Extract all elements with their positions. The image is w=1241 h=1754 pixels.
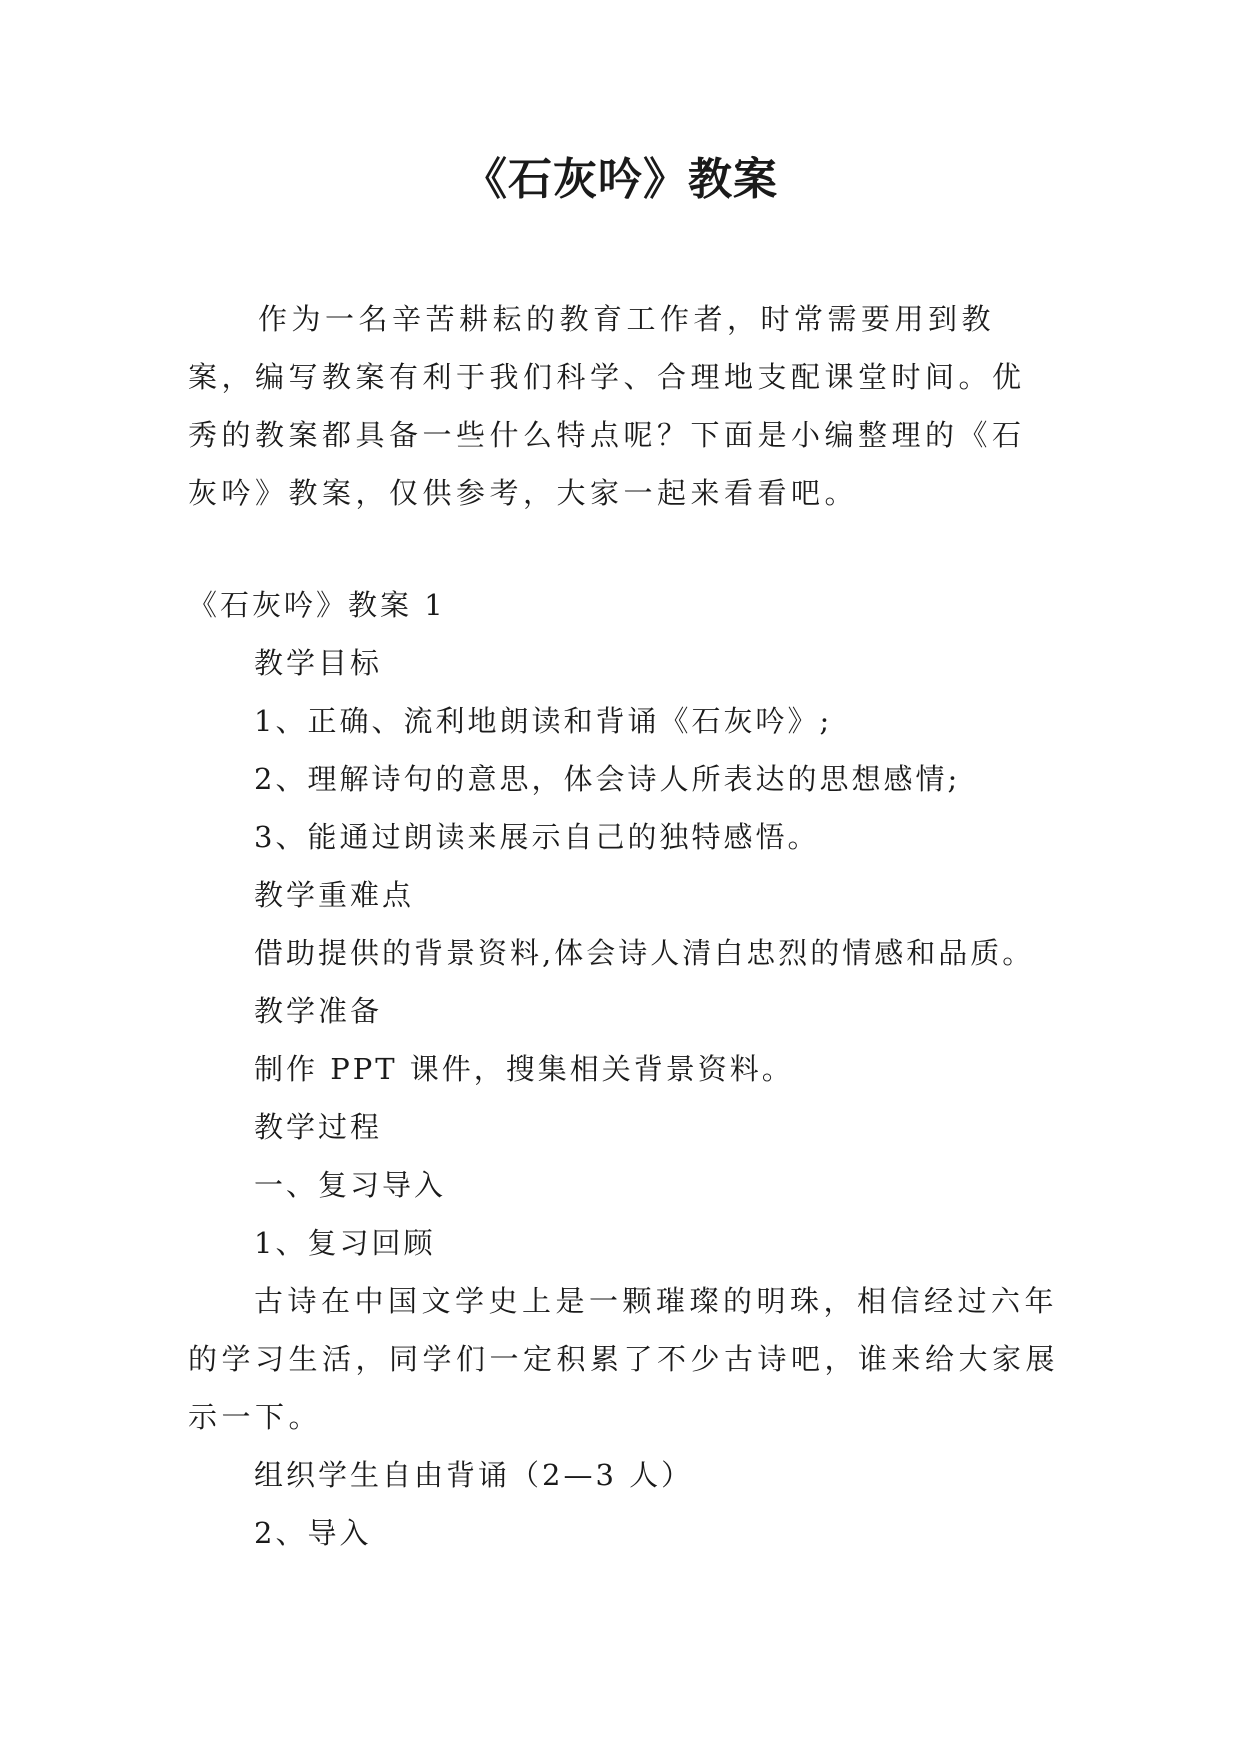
recitation-note: 组织学生自由背诵（2—3 人） <box>254 1458 694 1492</box>
substep-review: 1、复习回顾 <box>254 1226 436 1260</box>
heading-process: 教学过程 <box>254 1110 383 1144</box>
heading-teaching-goals: 教学目标 <box>254 646 383 680</box>
substep-introduction: 2、导入 <box>254 1516 372 1550</box>
key-points-text: 借助提供的背景资料,体会诗人清白忠烈的情感和品质。 <box>254 936 1035 970</box>
section-heading: 《石灰吟》教案 1 <box>188 588 446 622</box>
document-title: 《石灰吟》教案 <box>463 154 778 205</box>
goal-item-1: 1、正确、流利地朗读和背诵《石灰吟》; <box>254 704 833 738</box>
heading-key-points: 教学重难点 <box>254 878 415 912</box>
heading-preparation: 教学准备 <box>254 994 383 1028</box>
preparation-text: 制作 PPT 课件，搜集相关背景资料。 <box>254 1052 794 1086</box>
goal-item-3: 3、能通过朗读来展示自己的独特感悟。 <box>254 820 820 854</box>
goal-item-2: 2、理解诗句的意思，体会诗人所表达的思想感情; <box>254 762 961 796</box>
intro-section <box>188 290 1058 522</box>
lesson-plan-body <box>188 576 1068 1562</box>
intro-paragraph: 作为一名辛苦耕耘的教育工作者，时常需要用到教案，编写教案有利于我们科学、合理地支配课堂时间。优秀的教案都具备一些什么特点呢？下面是小编整理的《石灰吟》教案，仅供参考，大家一起来看看吧。 <box>188 302 1026 510</box>
review-paragraph: 古诗在中国文学史上是一颗璀璨的明珠，相信经过六年的学习生活，同学们一定积累了不少古诗吧，谁来给大家展示一下。 <box>188 1284 1060 1434</box>
step-review-intro: 一、复习导入 <box>254 1168 447 1202</box>
